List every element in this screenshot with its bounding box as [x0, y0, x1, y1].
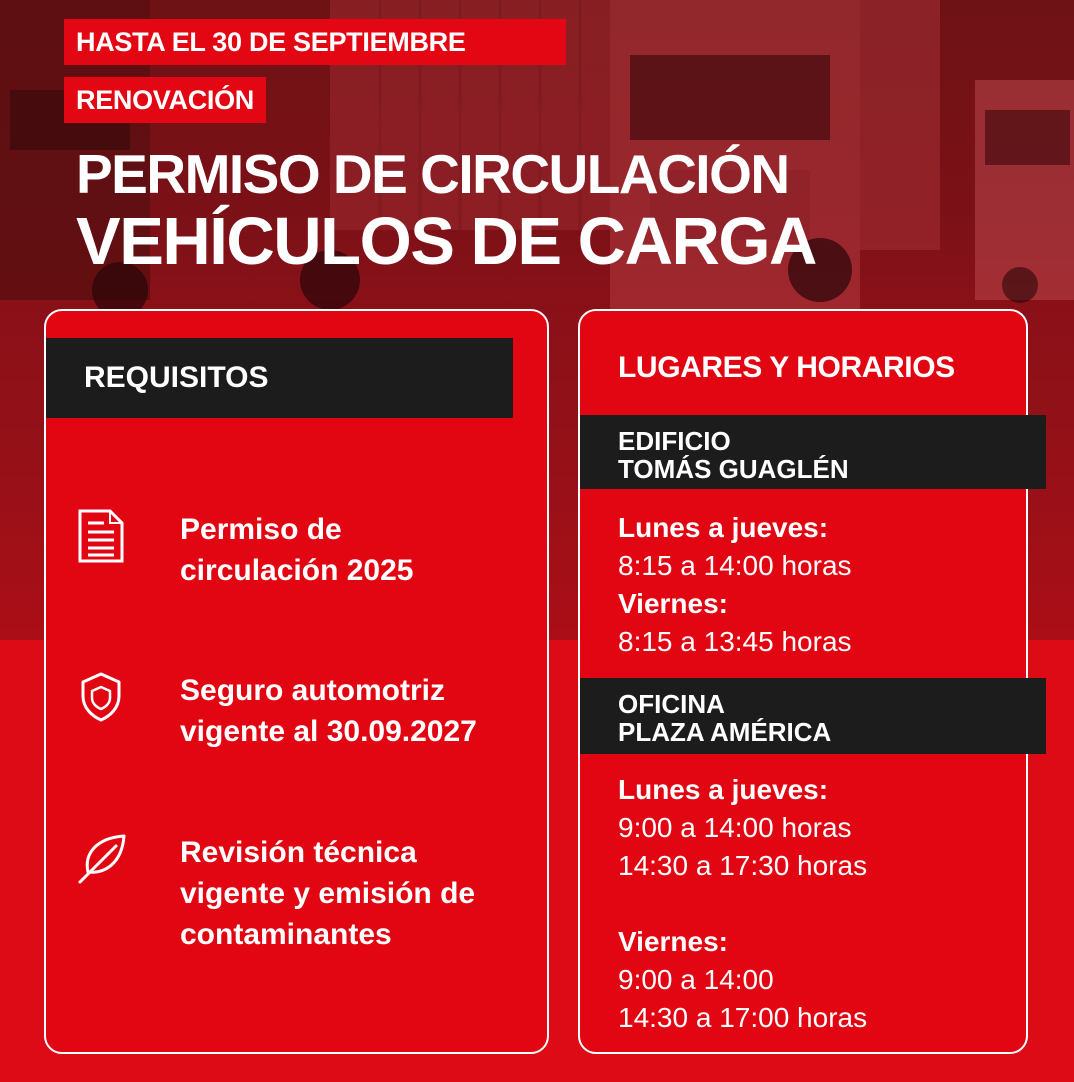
document-icon: [76, 509, 126, 563]
location-schedule: [618, 509, 852, 661]
places-card: [578, 309, 1028, 1054]
location-name-line: OFICINA: [618, 689, 725, 719]
leaf-icon: [76, 832, 126, 886]
hours-line: 8:15 a 14:00 horas: [618, 550, 852, 581]
requirements-header: REQUISITOS: [46, 338, 513, 418]
friday-label: Viernes:: [618, 926, 728, 957]
shield-icon: [76, 670, 126, 724]
deadline-tag: HASTA EL 30 DE SEPTIEMBRE: [64, 19, 566, 65]
spacer: [618, 885, 867, 923]
location-header: [580, 678, 1046, 754]
location-name-line: PLAZA AMÉRICA: [618, 717, 832, 747]
requirement-line: circulación 2025: [180, 554, 414, 587]
renewal-tag: RENOVACIÓN: [64, 77, 266, 123]
hours-line: 9:00 a 14:00 horas: [618, 812, 852, 843]
requirement-line: vigente al 30.09.2027: [180, 715, 477, 748]
hours-line: 8:15 a 13:45 horas: [618, 626, 852, 657]
requirement-line: contaminantes: [180, 918, 392, 951]
friday-label: Viernes:: [618, 588, 728, 619]
requirement-line: Permiso de: [180, 513, 342, 546]
location-name-line: TOMÁS GUAGLÉN: [618, 454, 849, 484]
requirement-line: Seguro automotriz: [180, 674, 446, 707]
places-title: LUGARES Y HORARIOS: [618, 351, 955, 384]
hours-line: 14:30 a 17:30 horas: [618, 850, 868, 881]
location-header: [580, 415, 1046, 489]
headline-line-1: PERMISO DE CIRCULACIÓN: [76, 143, 789, 205]
location-name-line: EDIFICIO: [618, 426, 731, 456]
location-schedule: [618, 771, 867, 1037]
weekdays-label: Lunes a jueves:: [618, 512, 829, 543]
hours-line: 9:00 a 14:00: [618, 964, 774, 995]
requirement-line: Revisión técnica: [180, 836, 417, 869]
hours-line: 14:30 a 17:00 horas: [618, 1002, 868, 1033]
requirement-line: vigente y emisión de: [180, 877, 476, 910]
weekdays-label: Lunes a jueves:: [618, 774, 829, 805]
requirements-card: [44, 309, 549, 1054]
headline-line-2: VEHÍCULOS DE CARGA: [76, 204, 816, 279]
